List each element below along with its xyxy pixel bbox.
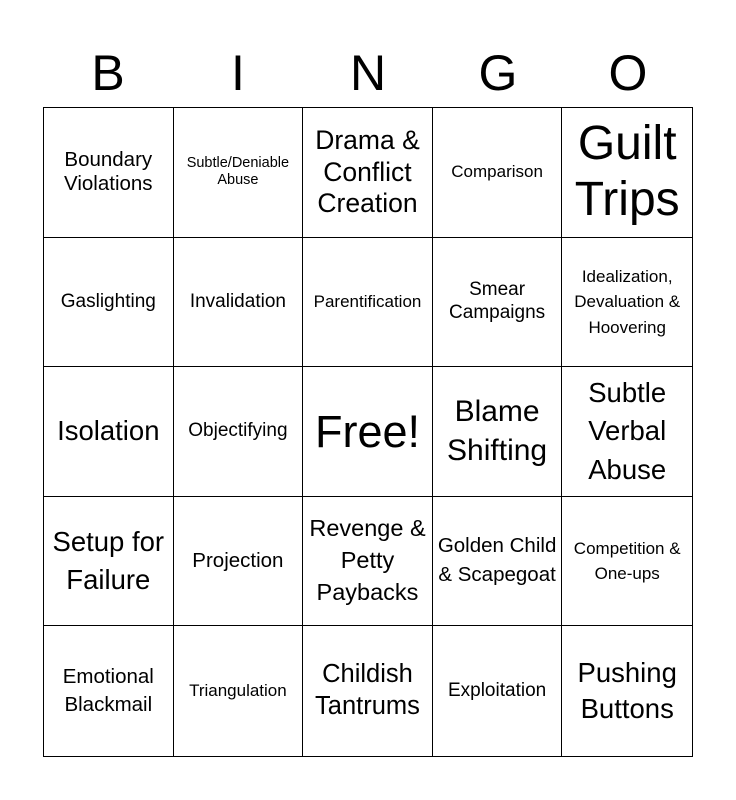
bingo-cell[interactable]	[174, 367, 304, 497]
bingo-cell[interactable]	[562, 497, 692, 627]
cell-label: Subtle/Deniable Abuse	[186, 155, 290, 189]
bingo-cell[interactable]	[44, 108, 174, 238]
bingo-cell[interactable]	[174, 108, 304, 238]
bingo-cell[interactable]	[562, 367, 692, 497]
bingo-cell[interactable]	[44, 238, 174, 368]
cell-label: Triangulation	[189, 681, 287, 701]
cell-label: Gaslighting	[60, 290, 156, 312]
cell-label: Objectifying	[188, 420, 288, 442]
cell-label: Invalidation	[189, 290, 286, 312]
bingo-cell[interactable]	[562, 626, 692, 756]
cell-label: Blame Shifting	[447, 395, 548, 468]
bingo-cell[interactable]	[303, 238, 433, 368]
cell-label: Comparison	[451, 162, 543, 182]
cell-label: Smear Campaigns	[449, 279, 546, 323]
bingo-cell[interactable]	[433, 238, 563, 368]
bingo-cell[interactable]	[44, 367, 174, 497]
bingo-cell[interactable]	[562, 108, 692, 238]
bingo-cell[interactable]	[174, 626, 304, 756]
cell-label: Drama & Conflict Creation	[315, 125, 420, 218]
cell-label: Idealization, Devaluation & Hoovering	[574, 266, 681, 337]
bingo-cell[interactable]	[433, 497, 563, 627]
cell-label: Boundary Violations	[64, 148, 153, 196]
bingo-cell[interactable]	[433, 367, 563, 497]
cell-label: Emotional Blackmail	[62, 664, 154, 717]
cell-label: Pushing Buttons	[577, 657, 677, 725]
bingo-cell[interactable]	[433, 108, 563, 238]
cell-label: Competition & One-ups	[573, 538, 681, 584]
cell-label: Projection	[192, 549, 284, 572]
bingo-cell[interactable]	[303, 497, 433, 627]
bingo-cell[interactable]	[174, 497, 304, 627]
header-letter-b: B	[91, 45, 125, 101]
bingo-cell[interactable]	[174, 238, 304, 368]
cell-label: Golden Child & Scapegoat	[437, 534, 557, 587]
bingo-grid	[43, 107, 693, 757]
bingo-header	[43, 40, 693, 106]
cell-label: Revenge & Petty Paybacks	[309, 515, 426, 606]
cell-label: Exploitation	[447, 679, 547, 701]
cell-label: Subtle Verbal Abuse	[588, 376, 667, 485]
header-letter-g: G	[478, 45, 518, 101]
bingo-cell[interactable]	[562, 238, 692, 368]
cell-label: Setup for Failure	[52, 525, 165, 596]
bingo-cell[interactable]	[303, 108, 433, 238]
bingo-cell-free[interactable]	[303, 367, 433, 497]
bingo-cell[interactable]	[433, 626, 563, 756]
bingo-cell[interactable]	[44, 497, 174, 627]
header-letter-i: I	[231, 45, 245, 101]
free-space-label: Free!	[314, 405, 420, 457]
cell-label: Guilt Trips	[574, 116, 680, 227]
header-letter-n: N	[349, 45, 387, 101]
bingo-cell[interactable]	[44, 626, 174, 756]
cell-label: Parentification	[313, 291, 422, 311]
header-letter-o: O	[608, 45, 648, 101]
cell-label: Childish Tantrums	[315, 660, 420, 721]
bingo-cell[interactable]	[303, 626, 433, 756]
cell-label: Isolation	[57, 415, 160, 447]
